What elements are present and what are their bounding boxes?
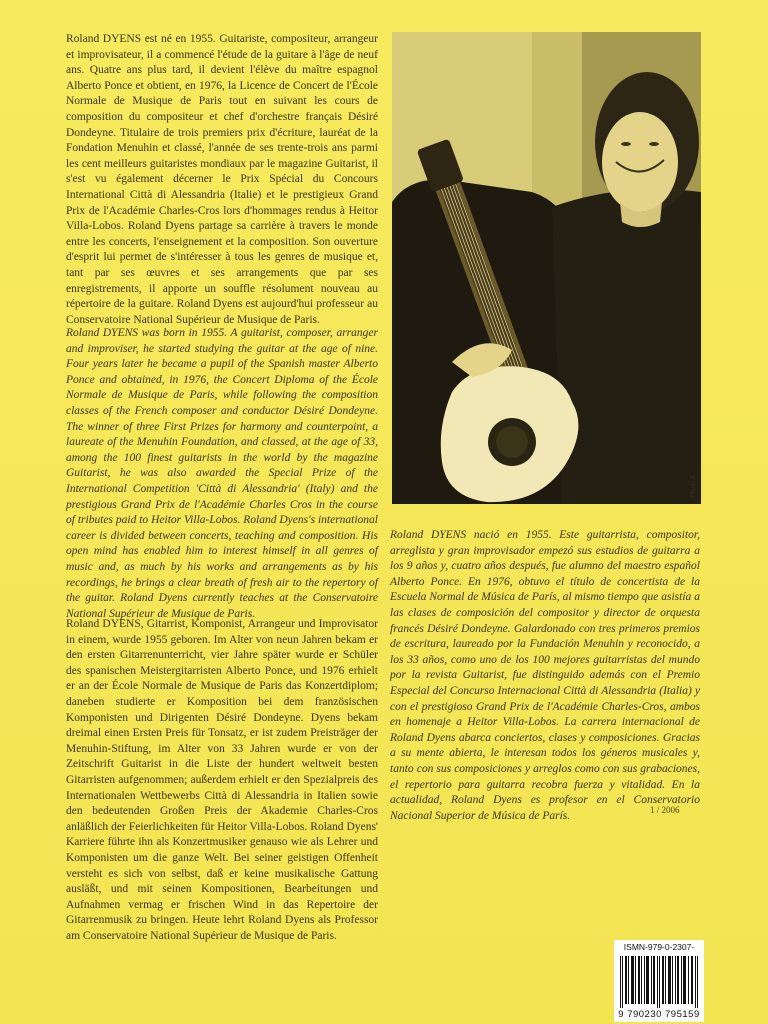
- barcode-number: 9 790230 795159: [614, 1008, 704, 1022]
- ismn-label: ISMN-979-0-2307-: [614, 940, 704, 954]
- german-biography-text: Roland DYENS, Gitarrist, Komponist, Arrangeur und Improvisator in einem, wurde 1955 geboren. Im Alter von neun Jahren bekam er den ersten Gitarrenunterricht, vier Jahre später wurde er Schüler des spanischen Meistergitarristen Alberto Ponce, und 1976 erhielt er an der École Normale de Musique de Paris das Konzertdiplom; daneben studierte er Komposition bei dem französischen Komponisten und Dirigenten Désiré Dondeyne. Dyens bekam dreimal einen Ersten Preis für Tonsatz, er ist zudem Preisträger der Menuhin-Stiftung, im Alter von 33 Jahren wurde er von der Zeitschrift Guitarist in die Liste der hundert weltweit besten Gitarristen aufgenommen; außerdem erhielt er den Spezialpreis des Internationalen Wettbewerbs Città di Alessandria in Italien sowie den bedeutenden Großen Preis der Akademie Charles-Cros anläßlich der Feierlichkeiten für Heitor Villa-Lobos. Roland Dyens' Karriere führte ihn als Konzertmusiker genauso wie als Lehrer und Komponisten um die ganze Welt. Bei seiner geistigen Offenheit versteht es sich von selbst, daß er keine musikalische Gattung ausläßt, und mit seinen Kompositionen, Bearbeitungen und Aufnahmen vermag er frischen Wind in das Repertoire der Gitarrenmusik zu bringen. Heute lehrt Roland Dyens als Professor am Conservatoire National Supérieur de Musique de Paris.: [66, 618, 378, 942]
- guitarist-photo: [392, 32, 701, 504]
- german-biography: [66, 617, 378, 944]
- french-biography: [66, 32, 378, 328]
- edition-date: 1 / 2006: [650, 805, 680, 815]
- french-biography-text: Roland DYENS est né en 1955. Guitariste, compositeur, arrangeur et improvisateur, il a commencé l'étude de la guitare à l'âge de neuf ans. Quatre ans plus tard, il devient l'élève du maître espagnol Alberto Ponce et obtient, en 1976, la Licence de Concert de l'École Normale de Musique de Paris tout en suivant les cours de composition du compositeur et chef d'orchestre français Désiré Dondeyne. Titulaire de trois premiers prix d'écriture, lauréat de la Fondation Menuhin et classé, l'année de ses trente-trois ans parmi les cent meilleurs guitaristes mondiaux par le magazine Guitarist, il s'est vu également décerner le Prix Spécial du Concours International Città di Alessandria (Italie) et le prestigieux Grand Prix de l'Académie Charles-Cros lors d'hommages rendus à Heitor Villa-Lobos. Roland Dyens partage sa carrière à travers le monde entre les concerts, l'enseignement et la composition. Son ouverture d'esprit lui permet de s'intéresser à tous les genres de musique et, tant par ses œuvres et ses arrangements que par ses enregistrements, il apporte un souffle résolument nouveau au répertoire de la guitare. Roland Dyens est aujourd'hui professeur au Conservatoire National Supérieur de Musique de Paris.: [66, 33, 378, 326]
- english-biography: [66, 326, 378, 622]
- spanish-biography: [390, 528, 700, 824]
- photo-credit: Photo X: [689, 475, 697, 498]
- english-biography-text: Roland DYENS was born in 1955. A guitarist, composer, arranger and improviser, he started studying the guitar at the age of nine. Four years later he became a pupil of the Spanish master Alberto Ponce and obtained, in 1976, the Concert Diploma of the École Normale de Musique de Paris, while following the composition classes of the French composer and conductor Désiré Dondeyne. The winner of three First Prizes for harmony and counterpoint, a laureate of the Menuhin Foundation, and classed, at the age of 33, among the 100 finest guitarists in the world by the magazine Guitarist, he was also awarded the Special Prize of the International Competition 'Città di Alessandria' (Italy) and the prestigious Grand Prix de l'Académie Charles Cros in the course of tributes paid to Heitor Villa-Lobos. Roland Dyens's international career is divided between concerts, teaching and composition. His open mind has enabled him to interest himself in all genres of music and, as much by his works and arrangements as by his recordings, he brings a clear breath of fresh air to the repertory of the guitar. Roland Dyens currently teaches at the Conservatoire National Supérieur de Musique de Paris.: [66, 327, 378, 620]
- barcode-bars: [614, 954, 704, 1008]
- spanish-biography-text: Roland DYENS nació en 1955. Este guitarrista, compositor, arreglista y gran improvisador empezó sus estudios de guitarra a los 9 años y, cuatro años después, fue alumno del maestro español Alberto Ponce. En 1976, obtuvo el título de concertista de la Escuela Normal de Música de París, al mismo tiempo que asistía a las clases de composición del compositor y director de orquesta francés Désiré Dondeyne. Galardonado con tres primeros premios de escritura, laureado por la Fundación Menuhin y reconocido, a los 33 años, como uno de los 100 mejores guitarristas del mundo por la revista Guitarist, fue distinguido además con el Premio Especial del Concurso Internacional Città di Alessandria (Italia) y con el prestigioso Grand Prix de l'Académie Charles-Cros, ambos en homenaje a Heitor Villa-Lobos. La carrera internacional de Roland Dyens abarca conciertos, clases y composiciones. Gracias a su mente abierta, le interesan todos los géneros musicales y, tanto con sus composiciones y arreglos como con sus grabaciones, el repertorio para guitarra recobra fuerza y vitalidad. En la actualidad, Roland Dyens es profesor en el Conservatorio Nacional Superior de Música de París.: [390, 529, 700, 822]
